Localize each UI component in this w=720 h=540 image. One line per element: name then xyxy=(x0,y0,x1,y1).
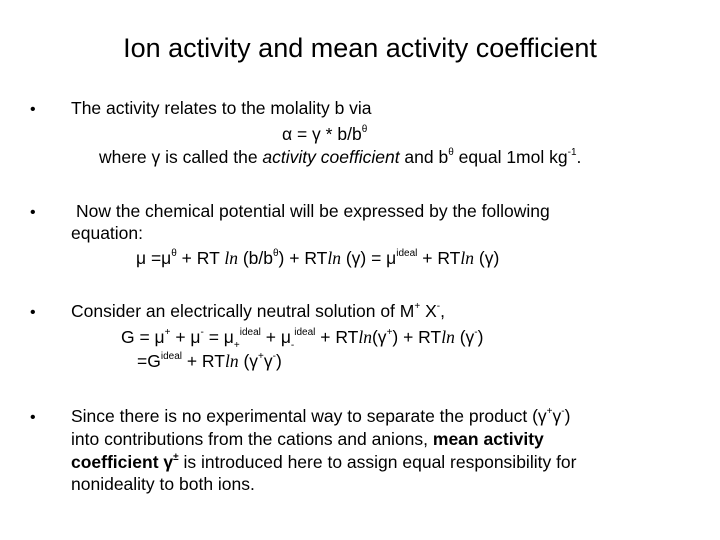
bullet-marker: • xyxy=(30,409,36,426)
activity-intro-text: The activity relates to the molality b via xyxy=(71,98,372,118)
mean-activity-text-line3: coefficient γ± is introduced here to assign equal responsibility for xyxy=(71,452,577,472)
coefficient-term: coefficient γ xyxy=(71,452,174,472)
mean-activity-text-line2: into contributions from the cations and anions, mean activity xyxy=(71,429,544,449)
mean-activity-term: mean activity xyxy=(432,429,544,449)
activity-equation: $\alpha = \gamma * b/b^\theta$ xyxy=(282,124,368,144)
chemical-potential-text-line1: Now the chemical potential will be expressed by the following xyxy=(76,201,550,221)
gibbs-energy-equation-continued: $=G^{ideal} + RTln$ (γ+γ-) xyxy=(137,351,282,371)
mean-activity-text-line4: nonideality to both ions. xyxy=(71,474,255,494)
neutral-solution-text: Consider an electrically neutral solution of M+ X-, xyxy=(71,301,445,321)
mean-activity-text-line1: Since there is no experimental way to separate the product (γ+γ-) xyxy=(71,406,571,426)
bullet-marker: • xyxy=(30,204,36,221)
activity-coefficient-definition: where γ is called the activity coefficient and $b^\theta$ equal 1mol $kg^{-1}$. xyxy=(99,147,582,167)
bullet-marker: • xyxy=(30,101,36,118)
activity-coefficient-term: activity coefficient xyxy=(262,147,400,167)
bullet-marker: • xyxy=(30,304,36,321)
chemical-potential-equation: $\mu =\mu^\theta$ + RT $\ln (b/b^\theta) + RTln$ $(\gamma) = \mu^{ideal} + RTln$ (γ) xyxy=(136,248,500,268)
slide-title: Ion activity and mean activity coefficient xyxy=(123,33,597,63)
chemical-potential-text-line2: equation: xyxy=(71,223,144,243)
gibbs-energy-equation: $G = \mu^+ + \mu^- = \mu_+^{ideal} + \mu_-^{ideal} + RTln(\gamma^+) + RTln$ (γ-) xyxy=(121,327,484,351)
